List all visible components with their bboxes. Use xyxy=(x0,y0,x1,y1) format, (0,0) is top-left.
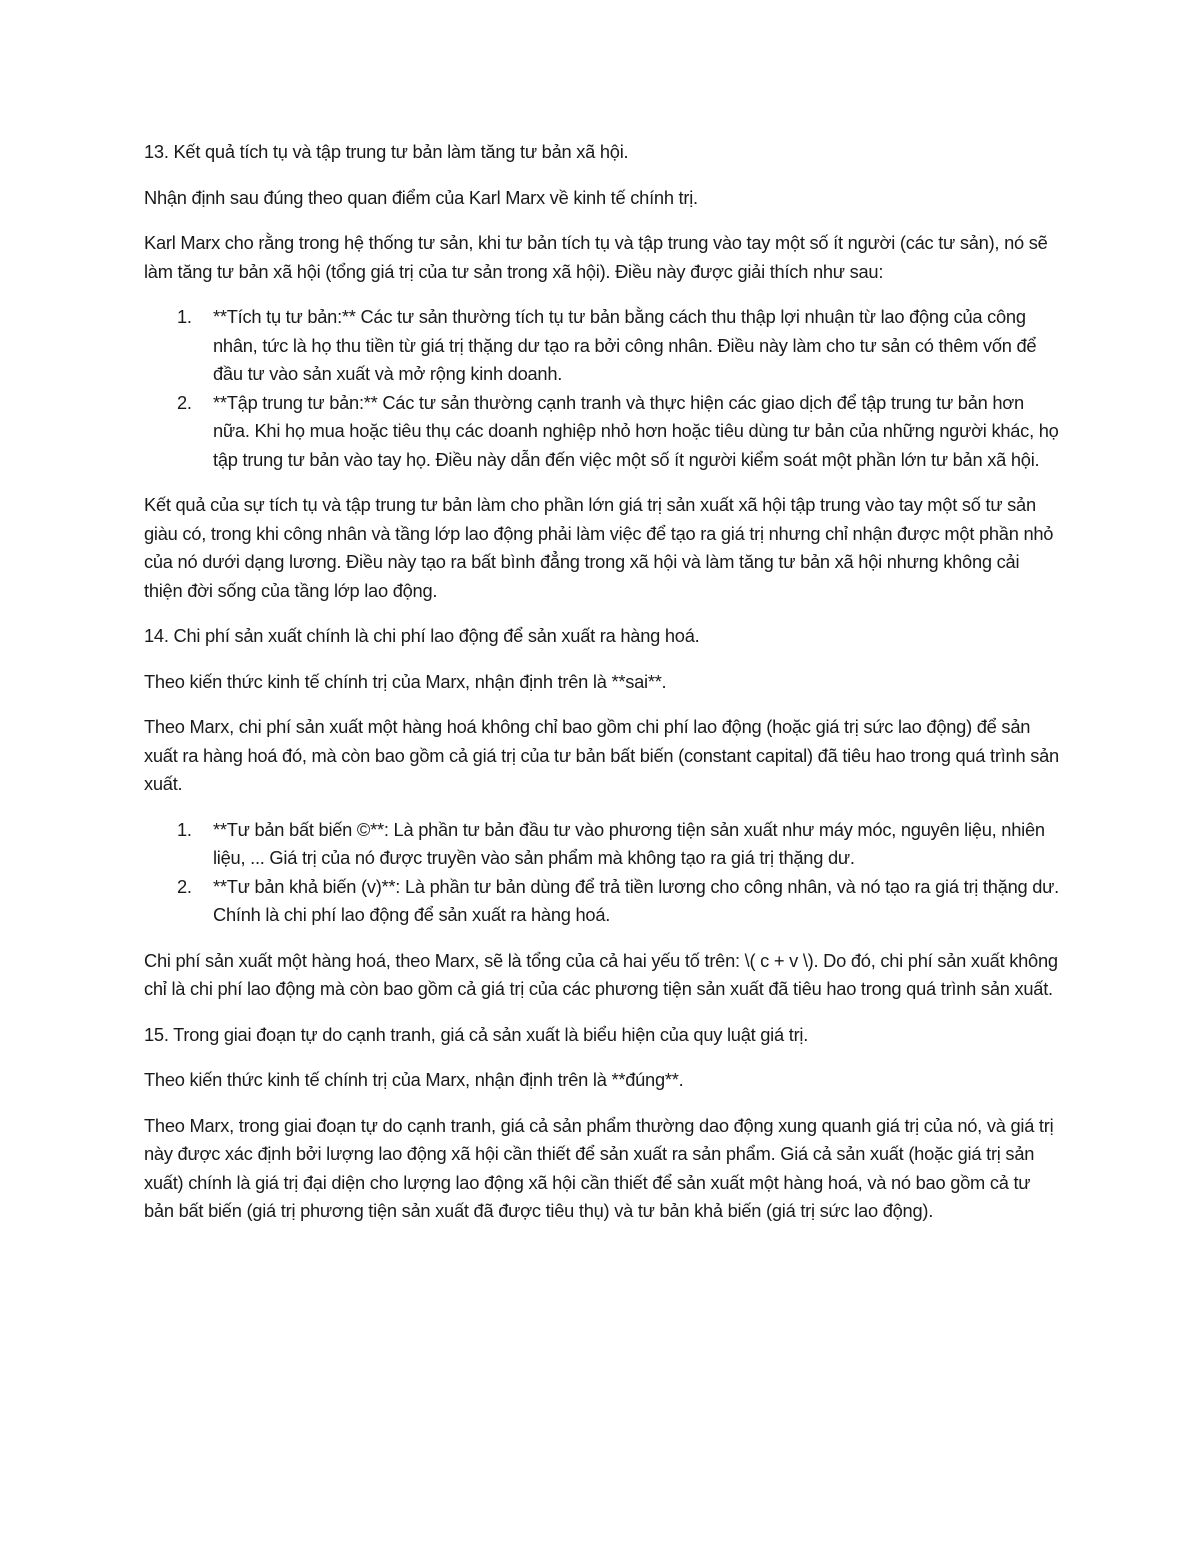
q15-heading: 15. Trong giai đoạn tự do cạnh tranh, giá cả sản xuất là biểu hiện của quy luật giá trị. xyxy=(144,1023,809,1045)
list-item-number: 2. xyxy=(177,391,192,413)
list-item-text: **Tư bản khả biến (v)**: Là phần tư bản dùng để trả tiền lương cho công nhân, và nó tạo ra giá trị thặng dư. Chính là chi phí lao động để sản xuất ra hàng hoá. xyxy=(213,875,1059,925)
list-item xyxy=(144,816,1060,873)
q15-explanation: Theo Marx, trong giai đoạn tự do cạnh tranh, giá cả sản phẩm thường dao động xung quanh giá trị của nó, và giá trị này được xác định bởi lượng lao động xã hội cần thiết để sản xuất ra sản phẩm. Giá cả sản xuất (hoặc giá trị sản xuất) chính là giá trị đại diện cho lượng lao động xã hội cần thiết để sản xuất một hàng hoá, và nó bao gồm cả tư bản bất biến (giá trị phương tiện sản xuất đã được tiêu thụ) và tư bản khả biến (giá trị sức lao động). xyxy=(144,1114,1054,1221)
list-item-text: **Tích tụ tư bản:** Các tư sản thường tích tụ tư bản bằng cách thu thập lợi nhuận từ lao động của công nhân, tức là họ thu tiền từ giá trị thặng dư tạo ra bởi công nhân. Điều này làm cho tư sản có thêm vốn để đầu tư vào sản xuất và mở rộng kinh doanh. xyxy=(213,306,1037,384)
list-item-number: 1. xyxy=(177,306,192,327)
q13-heading: 13. Kết quả tích tụ và tập trung tư bản làm tăng tư bản xã hội. xyxy=(144,141,629,162)
q14-heading: 14. Chi phí sản xuất chính là chi phí lao động để sản xuất ra hàng hoá. xyxy=(144,625,700,646)
document-page xyxy=(144,138,1060,1243)
q14-list xyxy=(144,816,1060,930)
q13-intro: Karl Marx cho rằng trong hệ thống tư sản, khi tư bản tích tụ và tập trung vào tay một số ít người (các tư sản), nó sẽ làm tăng tư bản xã hội (tổng giá trị của tư sản trong xã hội). Điều này được giải thích như sau: xyxy=(144,232,1048,282)
list-item-number: 1. xyxy=(177,818,192,840)
list-item-number: 2. xyxy=(177,875,192,897)
q15-verdict: Theo kiến thức kinh tế chính trị của Marx, nhận định trên là **đúng**. xyxy=(144,1069,684,1090)
list-item xyxy=(144,303,1060,389)
list-item xyxy=(144,389,1060,475)
q14-conclusion: Chi phí sản xuất một hàng hoá, theo Marx, sẽ là tổng của cả hai yếu tố trên: \( c + v \). Do đó, chi phí sản xuất không chỉ là chi phí lao động mà còn bao gồm cả giá trị của các phương tiện sản xuất đã tiêu hao trong quá trình sản xuất. xyxy=(144,949,1058,999)
list-item-text: **Tập trung tư bản:** Các tư sản thường cạnh tranh và thực hiện các giao dịch để tập trung tư bản hơn nữa. Khi họ mua hoặc tiêu thụ các doanh nghiệp nhỏ hơn hoặc tiêu dùng tư bản của những người khác, họ tập trung tư bản vào tay họ. Điều này dẫn đến việc một số ít người kiểm soát một phần lớn tư bản xã hội. xyxy=(213,391,1059,470)
q13-conclusion: Kết quả của sự tích tụ và tập trung tư bản làm cho phần lớn giá trị sản xuất xã hội tập trung vào tay một số tư sản giàu có, trong khi công nhân và tầng lớp lao động phải làm việc để tạo ra giá trị nhưng chỉ nhận được một phần nhỏ của nó dưới dạng lương. Điều này tạo ra bất bình đẳng trong xã hội và làm tăng tư bản xã hội nhưng không cải thiện đời sống của tầng lớp lao động. xyxy=(144,494,1054,601)
list-item xyxy=(144,873,1060,930)
list-item-text: **Tư bản bất biến ©**: Là phần tư bản đầu tư vào phương tiện sản xuất như máy móc, nguyên liệu, nhiên liệu, ... Giá trị của nó được truyền vào sản phẩm mà không tạo ra giá trị thặng dư. xyxy=(213,818,1045,868)
q14-intro: Theo Marx, chi phí sản xuất một hàng hoá không chỉ bao gồm chi phí lao động (hoặc giá trị sức lao động) để sản xuất ra hàng hoá đó, mà còn bao gồm cả giá trị của tư bản bất biến (constant capital) đã tiêu hao trong quá trình sản xuất. xyxy=(144,716,1059,794)
q13-verdict: Nhận định sau đúng theo quan điểm của Karl Marx về kinh tế chính trị. xyxy=(144,186,698,208)
q13-list xyxy=(144,303,1060,474)
q14-verdict: Theo kiến thức kinh tế chính trị của Marx, nhận định trên là **sai**. xyxy=(144,670,667,692)
